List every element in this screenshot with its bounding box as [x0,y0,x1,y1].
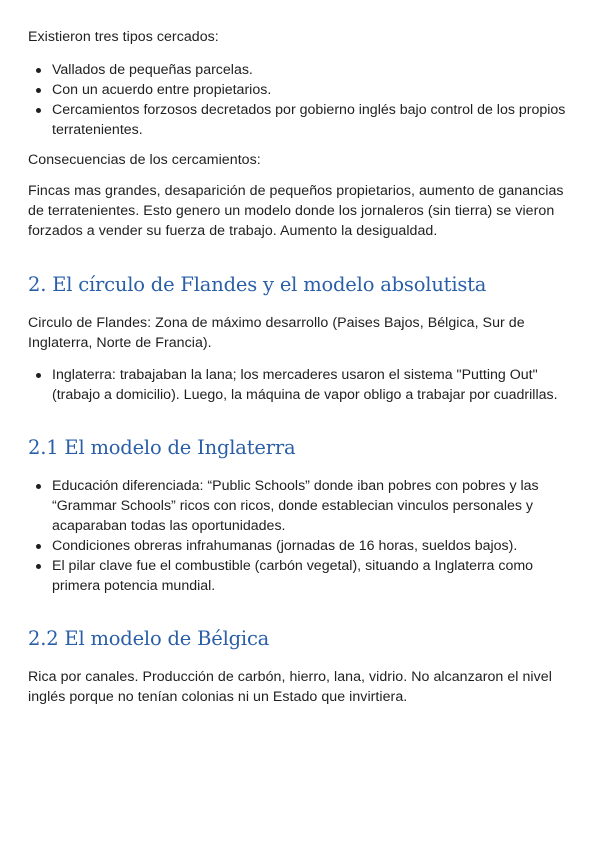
bullet-icon [36,484,41,489]
enclosure-types-list [28,60,568,140]
inglaterra-list [28,476,568,596]
bullet-icon [36,564,41,569]
flandes-list [28,365,568,405]
belgica-paragraph: Rica por canales. Producción de carbón, hierro, lana, vidrio. No alcanzaron el nivel inglés porque no tenían colonias ni un Estado que invirtiera. [28,669,552,705]
list-item: Educación diferenciada: “Public Schools” donde iban pobres con pobres y las “Grammar Schools” ricos con ricos, donde establecian vinculos personales y acaparaban todas las oportunidades. [28,476,568,536]
consequences-paragraph: Fincas mas grandes, desaparición de pequeños propietarios, aumento de ganancias de terratenientes. Esto genero un modelo donde los jornaleros (sin tierra) se vieron forzados a vender su fuerza de trabajo. Aumento la desigualdad. [28,183,564,239]
section-2-2-heading: 2.2 El modelo de Bélgica [28,627,270,650]
list-item: El pilar clave fue el combustible (carbón vegetal), situando a Inglaterra como primera potencia mundial. [28,556,568,596]
section-2-1-heading: 2.1 El modelo de Inglaterra [28,436,296,459]
bullet-icon [36,373,41,378]
bullet-icon [36,88,41,93]
flandes-intro: Circulo de Flandes: Zona de máximo desarrollo (Paises Bajos, Bélgica, Sur de Inglaterra, Norte de Francia). [28,315,525,351]
enclosures-lead: Existieron tres tipos cercados: [28,29,219,45]
section-2-heading: 2. El círculo de Flandes y el modelo absolutista [28,273,487,296]
bullet-icon [36,108,41,113]
bullet-icon [36,68,41,73]
list-item: Cercamientos forzosos decretados por gobierno inglés bajo control de los propios terratenientes. [28,100,568,140]
list-item: Con un acuerdo entre propietarios. [28,80,568,100]
consequences-title: Consecuencias de los cercamientos: [28,152,261,168]
list-item: Inglaterra: trabajaban la lana; los mercaderes usaron el sistema "Putting Out" (trabajo a domicilio). Luego, la máquina de vapor obligo a trabajar por cuadrillas. [28,365,568,405]
list-item: Vallados de pequeñas parcelas. [28,60,568,80]
bullet-icon [36,544,41,549]
list-item: Condiciones obreras infrahumanas (jornadas de 16 horas, sueldos bajos). [28,536,568,556]
